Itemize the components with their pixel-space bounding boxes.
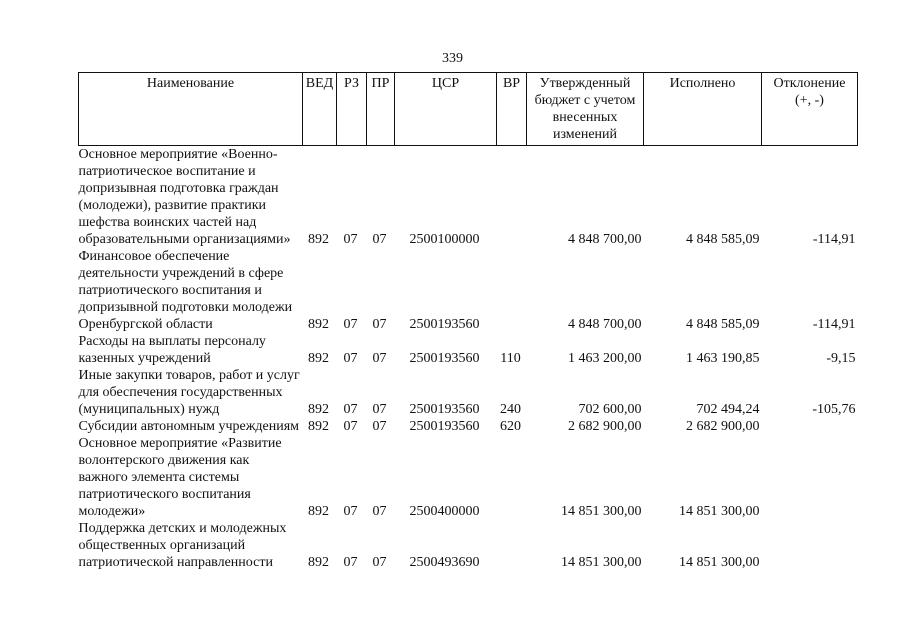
row-csr: 2500193560 [409, 317, 480, 332]
row-vr: 240 [500, 402, 521, 417]
row-approved: 2 682 900,00 [568, 419, 642, 434]
row-executed: 14 851 300,00 [679, 555, 760, 570]
page-number: 339 [442, 51, 463, 66]
row-executed: 4 848 585,09 [686, 232, 760, 247]
row-deviation: -114,91 [812, 317, 856, 332]
row-approved: 4 848 700,00 [568, 317, 642, 332]
row-csr: 2500493690 [409, 555, 480, 570]
row-pr: 07 [372, 419, 387, 434]
row-approved: 702 600,00 [578, 402, 642, 417]
col-header-rz: РЗ [337, 73, 367, 146]
row-ved: 892 [308, 402, 329, 417]
row-rz: 07 [343, 232, 358, 247]
row-vr [497, 146, 527, 249]
row-vr [497, 435, 527, 520]
row-approved: 1 463 200,00 [568, 351, 642, 366]
row-ved: 892 [308, 317, 329, 332]
col-header-deviation: Отклонение (+, -) [762, 73, 858, 146]
col-header-pr: ПР [367, 73, 395, 146]
row-name: Расходы на выплаты персоналу казенных учреждений [78, 334, 266, 366]
row-deviation [762, 520, 858, 571]
table-row [79, 146, 858, 249]
row-executed: 2 682 900,00 [686, 419, 760, 434]
row-rz: 07 [343, 419, 358, 434]
row-deviation [762, 435, 858, 520]
row-pr: 07 [372, 232, 387, 247]
row-vr: 620 [500, 419, 521, 434]
row-deviation: -9,15 [826, 351, 856, 366]
row-csr: 2500100000 [409, 232, 480, 247]
col-header-csr: ЦСР [395, 73, 497, 146]
row-name: Основное мероприятие «Развитие волонтерского движения как важного элемента системы патриотического воспитания молодежи» [78, 436, 282, 519]
row-executed: 1 463 190,85 [686, 351, 760, 366]
col-header-name: Наименование [79, 73, 303, 146]
row-csr: 2500193560 [409, 419, 480, 434]
row-deviation [762, 418, 858, 435]
row-vr: 110 [500, 351, 521, 366]
row-executed: 4 848 585,09 [686, 317, 760, 332]
row-vr [497, 248, 527, 333]
row-approved: 4 848 700,00 [568, 232, 642, 247]
row-approved: 14 851 300,00 [561, 555, 642, 570]
row-pr: 07 [372, 402, 387, 417]
row-rz: 07 [343, 555, 358, 570]
table-row [79, 435, 858, 520]
row-name: Иные закупки товаров, работ и услуг для обеспечения государственных (муниципальных) нужд [78, 368, 300, 417]
col-header-executed: Исполнено [644, 73, 762, 146]
table-row [79, 367, 858, 418]
row-csr: 2500400000 [409, 504, 480, 519]
row-rz: 07 [343, 351, 358, 366]
row-pr: 07 [372, 555, 387, 570]
table-row [79, 418, 858, 435]
row-ved: 892 [308, 504, 329, 519]
row-pr: 07 [372, 351, 387, 366]
col-header-approved: Утвержденный бюджет с учетом внесенных изменений [527, 73, 644, 146]
row-name: Поддержка детских и молодежных общественных организаций патриотической направленности [78, 521, 287, 570]
table-row [79, 248, 858, 333]
row-rz: 07 [343, 317, 358, 332]
row-pr: 07 [372, 504, 387, 519]
col-header-ved: ВЕД [303, 73, 337, 146]
col-header-vr: ВР [497, 73, 527, 146]
row-csr: 2500193560 [409, 351, 480, 366]
row-name: Основное мероприятие «Военно-патриотическое воспитание и допризывная подготовка граждан (молодежи), развитие практики шефства воинских частей над образовательными организациями» [78, 147, 291, 247]
row-name: Субсидии автономным учреждениям [78, 419, 300, 434]
row-approved: 14 851 300,00 [561, 504, 642, 519]
header-row [79, 73, 858, 146]
row-ved: 892 [308, 351, 329, 366]
table-row [79, 520, 858, 571]
row-ved: 892 [308, 555, 329, 570]
row-name: Финансовое обеспечение деятельности учреждений в сфере патриотического воспитания и допризывной подготовки молодежи Оренбургской области [78, 249, 293, 332]
row-pr: 07 [372, 317, 387, 332]
row-csr: 2500193560 [409, 402, 480, 417]
budget-table [78, 72, 858, 571]
row-rz: 07 [343, 402, 358, 417]
row-deviation: -114,91 [812, 232, 856, 247]
row-deviation: -105,76 [812, 402, 856, 417]
table-row [79, 333, 858, 367]
row-executed: 702 494,24 [696, 402, 760, 417]
row-rz: 07 [343, 504, 358, 519]
row-ved: 892 [308, 232, 329, 247]
row-ved: 892 [308, 419, 329, 434]
row-executed: 14 851 300,00 [679, 504, 760, 519]
row-vr [497, 520, 527, 571]
